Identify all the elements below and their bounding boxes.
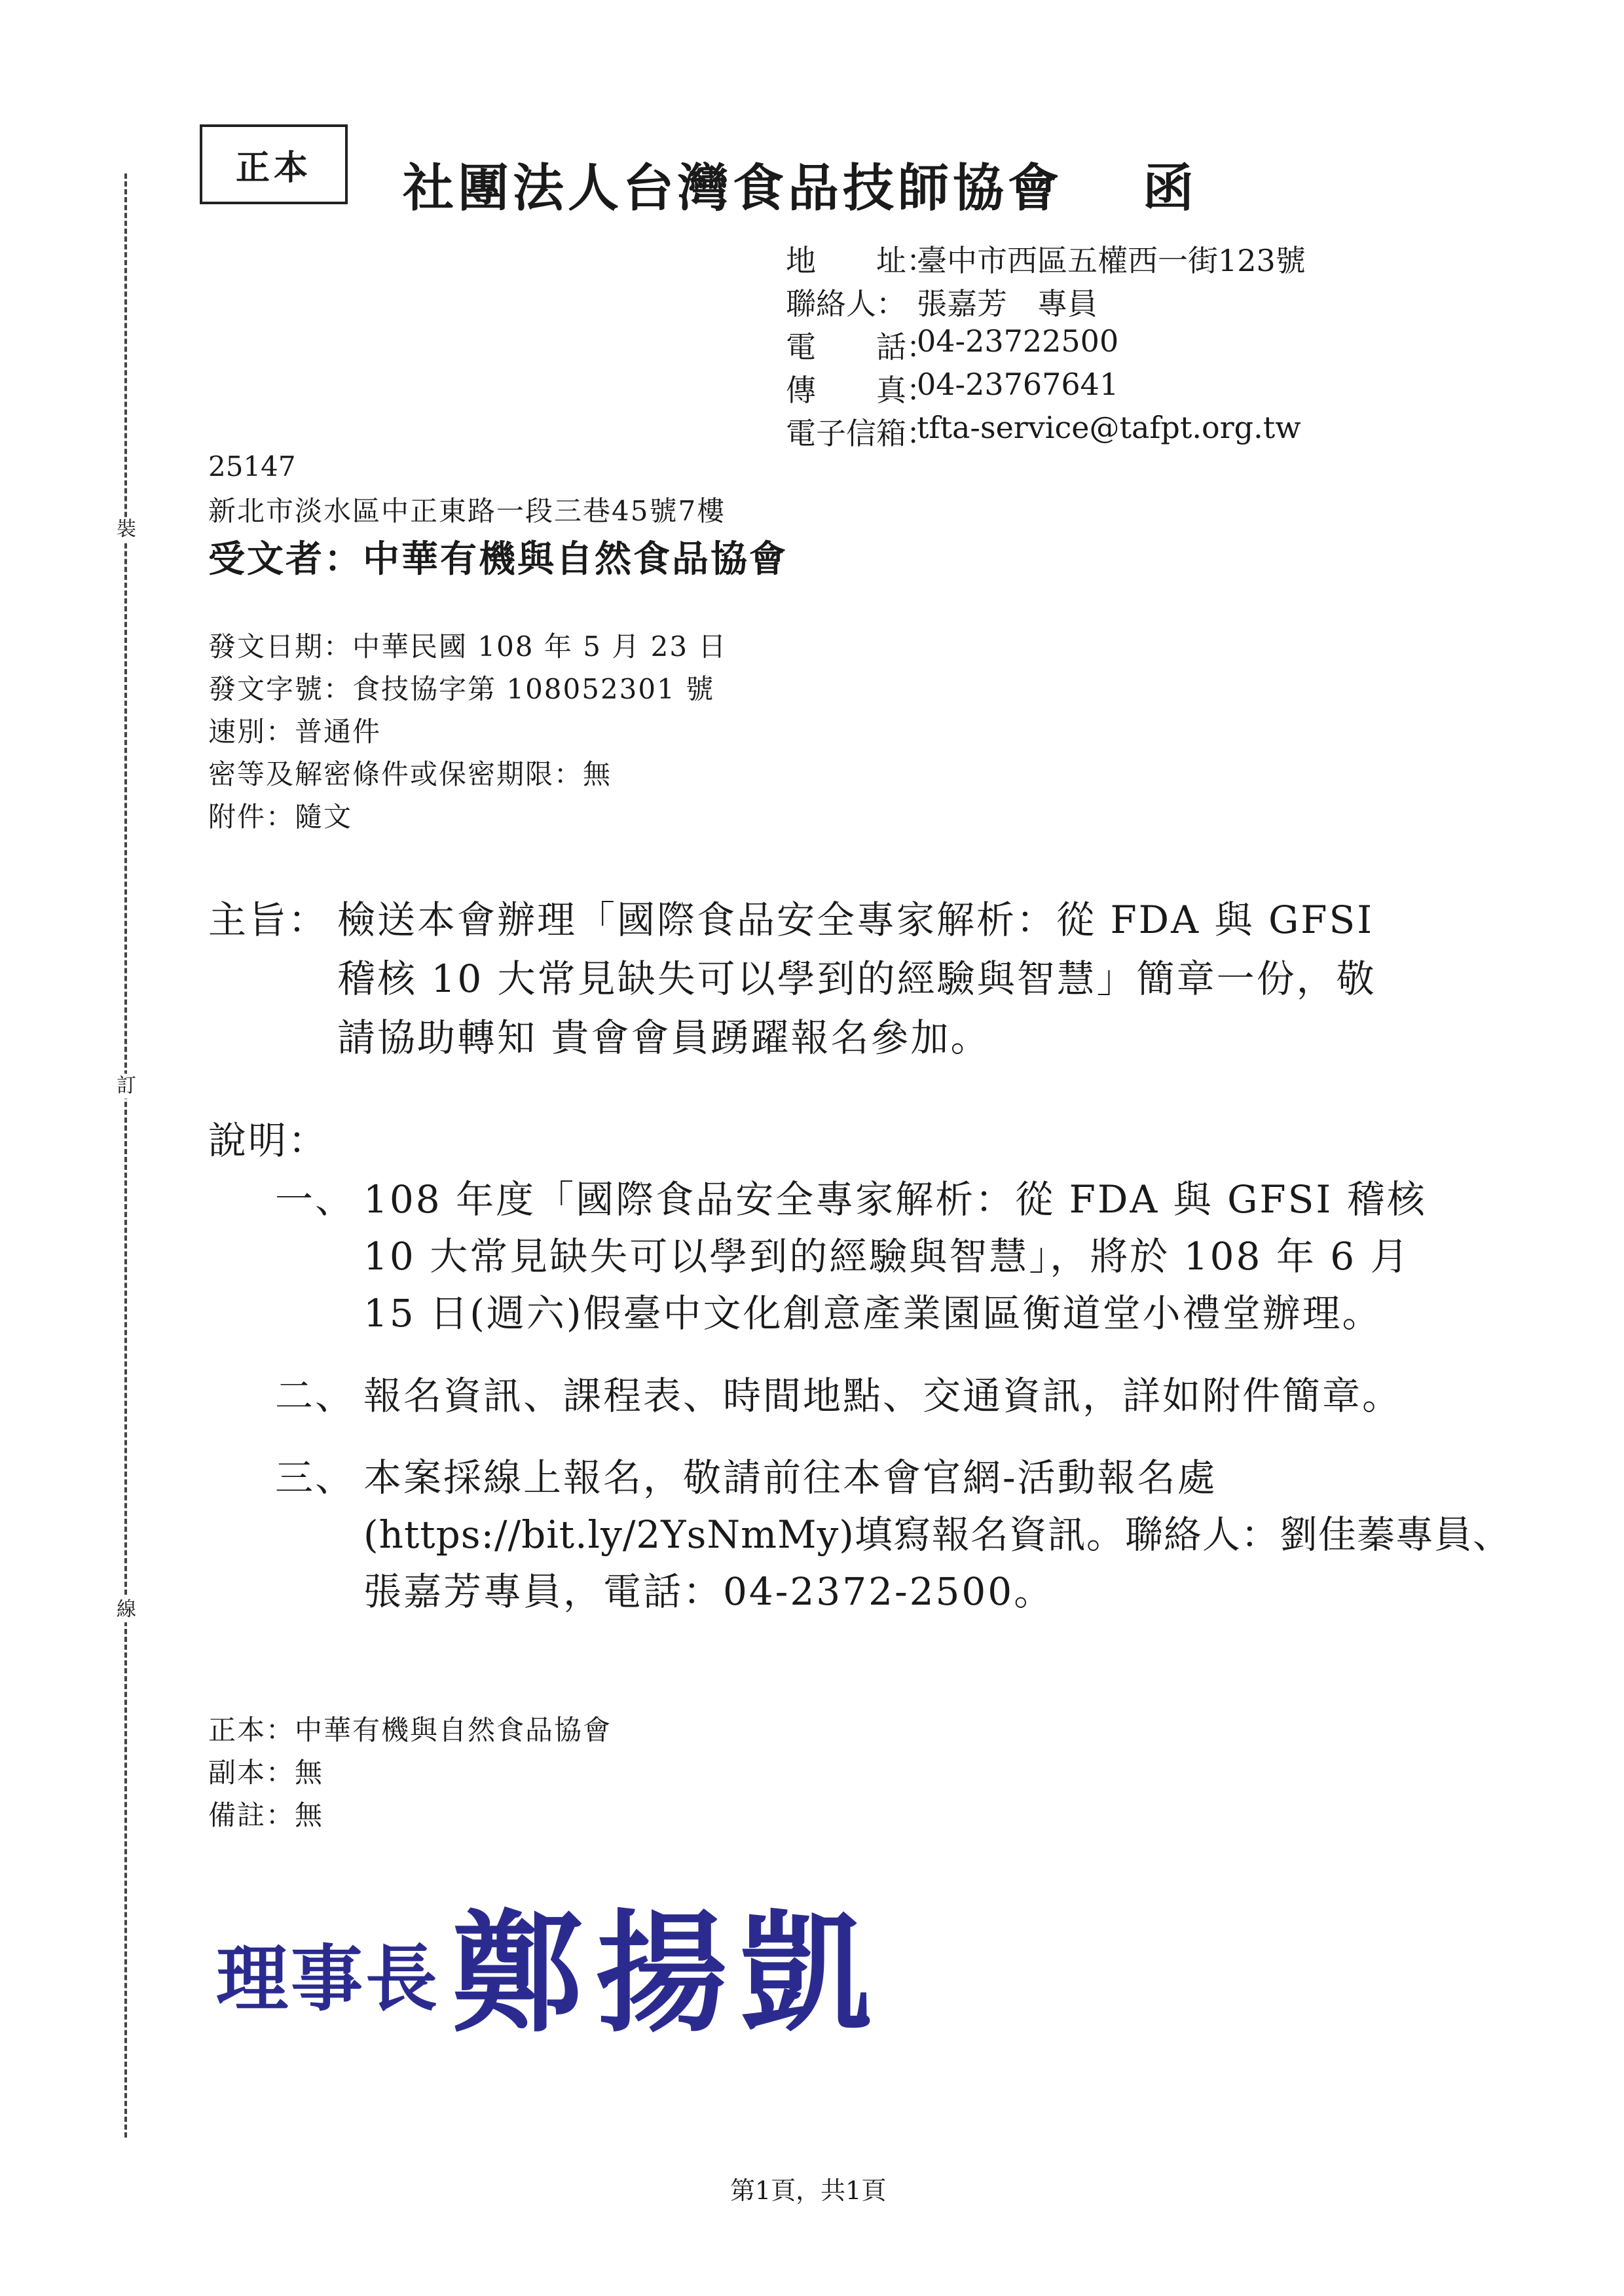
item-line: (https://bit.ly/2YsNmMy)填寫報名資訊。聯絡人：劉佳蓁專員、 (363, 1512, 1511, 1557)
info-label: 電子信箱： (786, 416, 936, 451)
info-value: tfta-service@tafpt.org.tw (917, 410, 1301, 445)
item-number: 三、 (275, 1455, 356, 1500)
signature-name: 鄭揚凱 (452, 1897, 885, 2050)
sender-address (786, 237, 1306, 280)
recipient-heading: 受文者：中華有機與自然食品協會 (208, 538, 788, 581)
delivery-speed: 速別：普通件 (208, 716, 382, 748)
org-title: 社團法人台灣食品技師協會 (403, 158, 1063, 218)
remarks: 備註：無 (208, 1799, 324, 1831)
sender-email (786, 410, 1301, 453)
info-value: 張嘉芳 專員 (917, 286, 1098, 321)
explanation-label: 說明： (208, 1118, 329, 1163)
item-line: 張嘉芳專員，電話：04-2372-2500。 (363, 1569, 1054, 1614)
binding-mark: 裝 (117, 518, 136, 541)
page-number: 第1頁，共1頁 (730, 2176, 887, 2205)
signature-title: 理事長 (216, 1937, 440, 2021)
item-number: 一、 (275, 1177, 356, 1222)
attachment: 附件：隨文 (208, 801, 353, 833)
subject-line: 稽核 10 大常見缺失可以學到的經驗與智慧」簡章一份，敬 (337, 957, 1376, 1001)
original-copy-stamp: 正本 (200, 124, 348, 204)
document-number: 發文字號：食技協字第 108052301 號 (208, 673, 715, 705)
binding-mark: 線 (117, 1598, 136, 1621)
info-label: 地 址： (786, 243, 936, 278)
info-label: 聯絡人： (786, 286, 906, 321)
binding-mark: 訂 (117, 1074, 136, 1097)
doc-type: 函 (1143, 158, 1194, 218)
sender-phone (786, 323, 1118, 367)
sender-contact (786, 280, 1098, 323)
subject-line: 檢送本會辦理「國際食品安全專家解析：從 FDA 與 GFSI (337, 898, 1375, 942)
info-value: 04-23767641 (917, 367, 1119, 402)
item-line: 108 年度「國際食品安全專家解析：從 FDA 與 GFSI 稽核 (363, 1177, 1427, 1222)
recipient-address: 新北市淡水區中正東路一段三巷45號7樓 (208, 495, 726, 527)
confidentiality: 密等及解密條件或保密期限：無 (208, 758, 612, 790)
subject-line: 請協助轉知 貴會會員踴躍報名參加。 (337, 1015, 991, 1060)
info-label: 電 話： (786, 329, 936, 365)
info-value: 04-23722500 (917, 323, 1119, 359)
item-line: 10 大常見缺失可以學到的經驗與智慧」，將於 108 年 6 月 (363, 1234, 1411, 1279)
item-line: 15 日(週六)假臺中文化創意產業園區衡道堂小禮堂辦理。 (363, 1291, 1382, 1336)
info-value: 臺中市西區五權西一街123號 (917, 243, 1306, 278)
item-line: 報名資訊、課程表、時間地點、交通資訊，詳如附件簡章。 (363, 1374, 1403, 1418)
sender-fax (786, 367, 1118, 410)
item-line: 本案採線上報名，敬請前往本會官網-活動報名處 (363, 1455, 1217, 1500)
subject-label: 主旨： (208, 898, 329, 942)
cc: 副本：無 (208, 1757, 324, 1789)
copy-to: 正本：中華有機與自然食品協會 (208, 1714, 612, 1746)
item-number: 二、 (275, 1374, 356, 1418)
postal-code: 25147 (208, 450, 296, 483)
binding-line (124, 173, 127, 2138)
issue-date: 發文日期：中華民國 108 年 5 月 23 日 (208, 630, 728, 663)
info-label: 傳 真： (786, 373, 936, 408)
